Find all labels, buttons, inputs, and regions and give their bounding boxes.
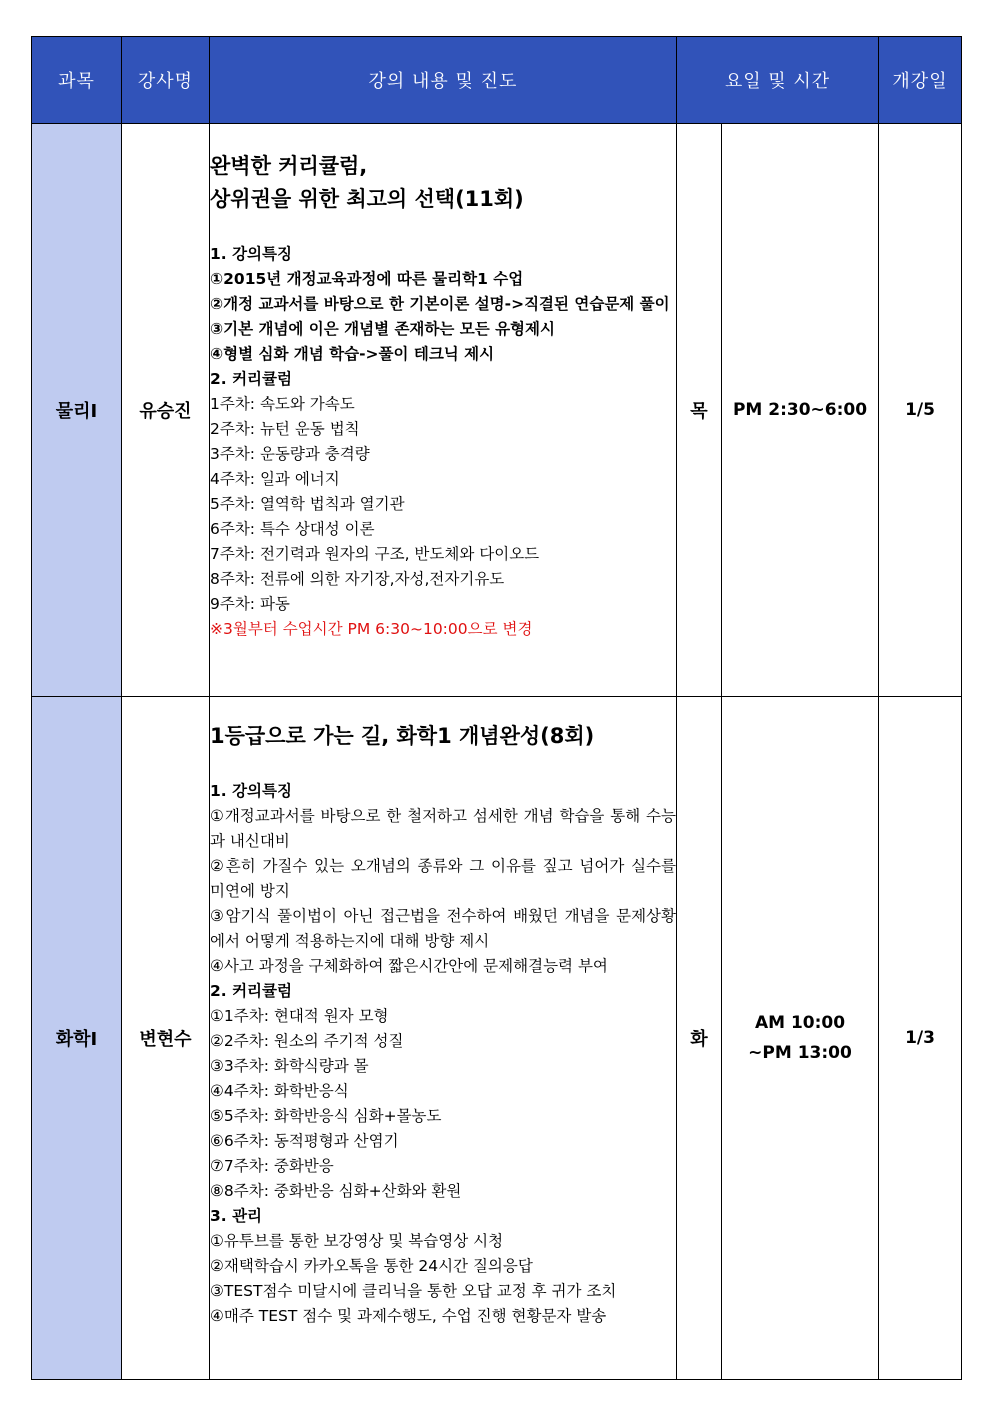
curriculum-item: 3주차: 운동량과 충격량 (210, 445, 370, 463)
day-cell: 목 (677, 124, 722, 697)
feature-item: ①개정교과서를 바탕으로 한 철저하고 섬세한 개념 학습을 통해 수능과 내신대비 (210, 807, 676, 850)
management-item: ②재택학습시 카카오톡을 통한 24시간 질의응답 (210, 1257, 533, 1275)
teacher-cell: 유승진 (122, 124, 210, 697)
curriculum-item: 5주차: 열역학 법칙과 열기관 (210, 495, 405, 513)
course-schedule-table (31, 36, 962, 1380)
subject-cell: 물리Ⅰ (32, 124, 122, 697)
course-title: 완벽한 커리큘럼, (210, 154, 368, 178)
curriculum-item: 6주차: 특수 상대성 이론 (210, 520, 375, 538)
feature-item: ①2015년 개정교육과정에 따른 물리학1 수업 (210, 270, 524, 288)
time-line: PM 2:30~6:00 (732, 400, 868, 420)
curriculum-item: 9주차: 파동 (210, 595, 290, 613)
header-teacher: 강사명 (122, 37, 210, 124)
header-start-date: 개강일 (879, 37, 962, 124)
header-subject: 과목 (32, 37, 122, 124)
day-cell: 화 (677, 697, 722, 1380)
management-item: ①유투브를 통한 보강영상 및 복습영상 시청 (210, 1232, 504, 1250)
time-line: ~PM 13:00 (748, 1043, 852, 1063)
management-heading: 3. 관리 (210, 1207, 263, 1225)
content-cell (210, 124, 677, 697)
feature-item: ②개정 교과서를 바탕으로 한 기본이론 설명->직결된 연습문제 풀이 (210, 295, 670, 313)
curriculum-item: ①1주차: 현대적 원자 모형 (210, 1007, 389, 1025)
feature-item: ②흔히 가질수 있는 오개념의 종류와 그 이유를 짚고 넘어가 실수를 미연에 방지 (210, 857, 676, 900)
course-row-chemistry (32, 697, 962, 1380)
curriculum-item: 2주차: 뉴턴 운동 법칙 (210, 420, 360, 438)
curriculum-item: ⑥6주차: 동적평형과 산염기 (210, 1132, 399, 1150)
curriculum-item: 1주차: 속도와 가속도 (210, 395, 355, 413)
curriculum-item: ③3주차: 화학식량과 몰 (210, 1057, 369, 1075)
management-item: ③TEST점수 미달시에 클리닉을 통한 오답 교정 후 귀가 조치 (210, 1282, 617, 1300)
curriculum-item: 4주차: 일과 에너지 (210, 470, 340, 488)
features-heading: 1. 강의특징 (210, 245, 292, 263)
curriculum-item: ②2주차: 원소의 주기적 성질 (210, 1032, 404, 1050)
header-row (32, 37, 962, 124)
features-heading: 1. 강의특징 (210, 782, 292, 800)
course-title: 1등급으로 가는 길, 화학1 개념완성(8회) (210, 724, 595, 748)
content-cell (210, 697, 677, 1380)
time-line: AM 10:00 (754, 1013, 846, 1033)
time-cell (722, 697, 879, 1380)
curriculum-heading: 2. 커리큘럼 (210, 370, 292, 388)
curriculum-item: ⑧8주차: 중화반응 심화+산화와 환원 (210, 1182, 462, 1200)
header-schedule: 요일 및 시간 (677, 37, 879, 124)
subject-cell: 화학Ⅰ (32, 697, 122, 1380)
feature-item: ④사고 과정을 구체화하여 짧은시간안에 문제해결능력 부여 (210, 957, 608, 975)
management-item: ④매주 TEST 점수 및 과제수행도, 수업 진행 현황문자 발송 (210, 1307, 607, 1325)
feature-item: ④형별 심화 개념 학습->풀이 테크닉 제시 (210, 345, 495, 363)
start-date-cell: 1/5 (879, 124, 962, 697)
course-title: 상위권을 위한 최고의 선택(11회) (210, 187, 524, 211)
teacher-cell: 변현수 (122, 697, 210, 1380)
curriculum-item: ④4주차: 화학반응식 (210, 1082, 349, 1100)
curriculum-item: 8주차: 전류에 의한 자기장,자성,전자기유도 (210, 570, 505, 588)
schedule-change-notice: ※3월부터 수업시간 PM 6:30~10:00으로 변경 (210, 620, 533, 638)
curriculum-item: ⑤5주차: 화학반응식 심화+몰농도 (210, 1107, 442, 1125)
feature-item: ③기본 개념에 이은 개념별 존재하는 모든 유형제시 (210, 320, 555, 338)
header-content: 강의 내용 및 진도 (210, 37, 677, 124)
course-row-physics (32, 124, 962, 697)
feature-item: ③암기식 풀이법이 아닌 접근법을 전수하여 배웠던 개념을 문제상황에서 어떻게 적용하는지에 대해 방향 제시 (210, 907, 676, 950)
curriculum-item: 7주차: 전기력과 원자의 구조, 반도체와 다이오드 (210, 545, 540, 563)
start-date-cell: 1/3 (879, 697, 962, 1380)
curriculum-item: ⑦7주차: 중화반응 (210, 1157, 334, 1175)
curriculum-heading: 2. 커리큘럼 (210, 982, 292, 1000)
time-cell (722, 124, 879, 697)
